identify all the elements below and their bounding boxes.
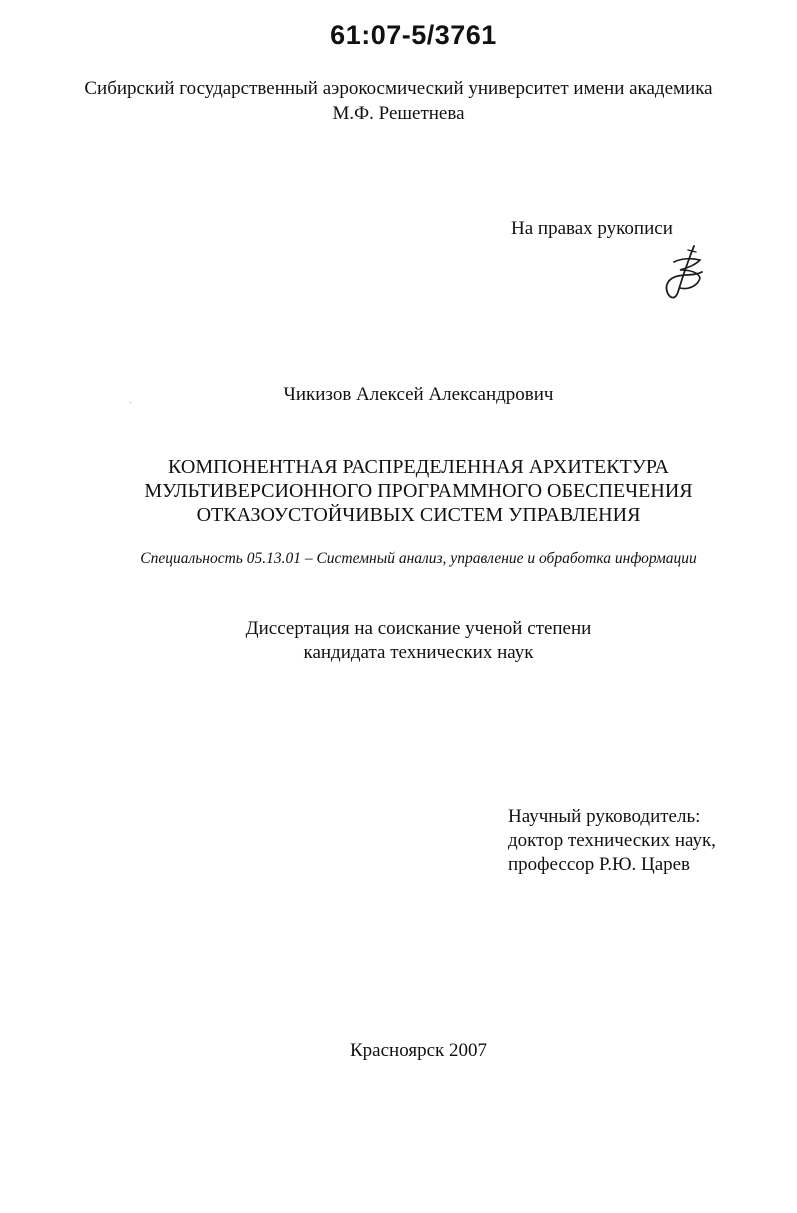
manuscript-rights-label: На правах рукописи [511,218,673,239]
university-line-1: Сибирский государственный аэрокосмический университет имени академика [84,78,713,99]
university-name [0,76,797,126]
university-line-2: М.Ф. Решетнева [332,103,465,124]
degree-line-2: кандидата технических наук [303,642,534,663]
supervisor-block [508,805,716,877]
supervisor-name: профессор Р.Ю. Царев [508,854,691,875]
catalog-number: 61:07-5/3761 [330,20,497,50]
dissertation-title [0,455,797,527]
author-name: Чикизов Алексей Александрович [283,384,554,405]
title-line-1: КОМПОНЕНТНАЯ РАСПРЕДЕЛЕННАЯ АРХИТЕКТУРА [168,456,669,478]
specialty: Специальность 05.13.01 – Системный анализ, управление и обработка информации [140,550,697,567]
degree-statement [0,617,797,665]
title-line-3: ОТКАЗОУСТОЙЧИВЫХ СИСТЕМ УПРАВЛЕНИЯ [196,504,641,526]
supervisor-label: Научный руководитель: [508,806,701,827]
supervisor-degree: доктор технических наук, [508,830,716,851]
title-line-2: МУЛЬТИВЕРСИОННОГО ПРОГРАММНОГО ОБЕСПЕЧЕНИЯ [144,480,693,502]
city-year: Красноярск 2007 [350,1040,487,1061]
signature-icon [660,242,710,302]
degree-line-1: Диссертация на соискание ученой степени [245,618,592,639]
